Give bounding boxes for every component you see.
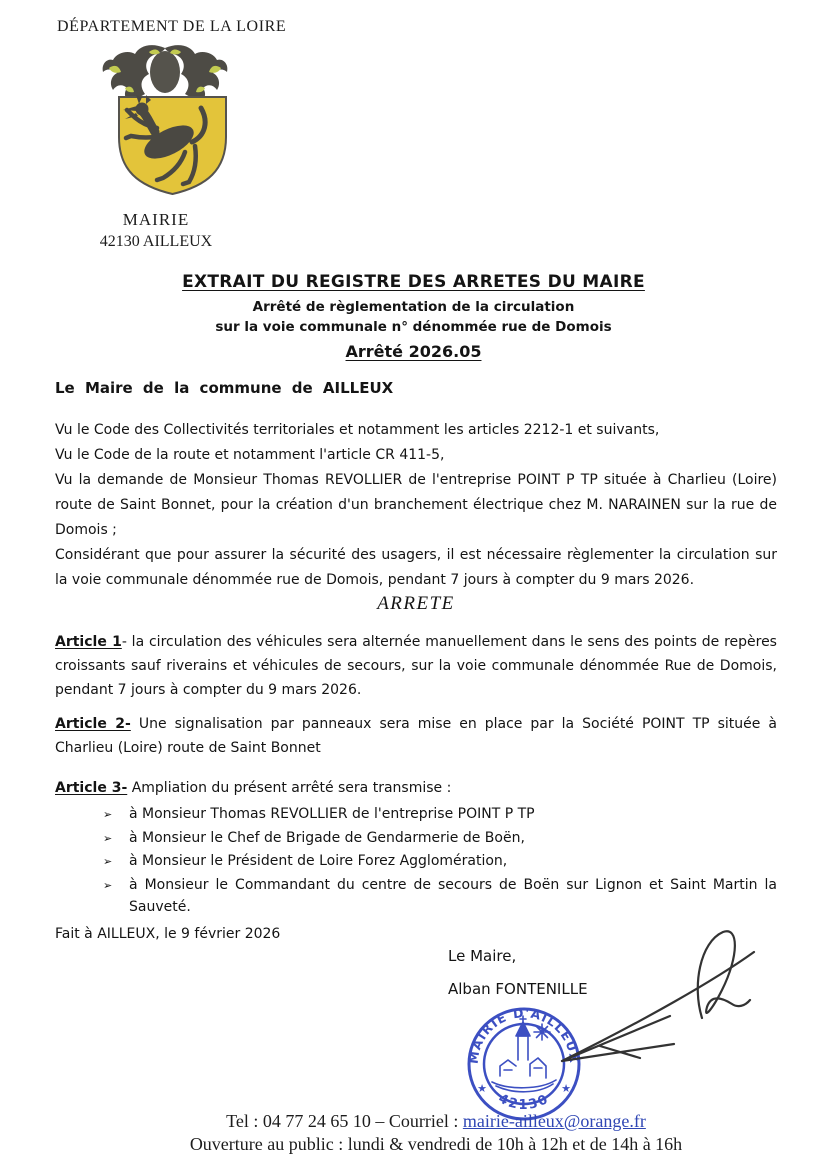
article-3-label: Article 3- [55,780,128,796]
mairie-label: MAIRIE [122,210,190,229]
list-item [103,850,777,874]
recital-1: Vu le Code des Collectivités territoriales et notamment les articles 2212-1 et suivants, [55,422,660,438]
email-link[interactable]: mairie-ailleux@orange.fr [462,1111,646,1131]
list-item [103,803,777,827]
signer-role: Le Maire, [448,947,517,965]
document-subtitle-2: sur la voie communale n° dénommée rue de Domois [215,319,612,335]
list-item [103,874,777,919]
decree-heading: ARRETE [377,593,455,614]
place-date-line: Fait à AILLEUX, le 9 février 2026 [55,926,281,942]
document-title: EXTRAIT DU REGISTRE DES ARRETES DU MAIRE [182,272,645,292]
arrow-bullet-icon: ➢ [103,878,113,892]
star-icon: ★ [561,1082,571,1095]
document-reference: Arrêté 2026.05 [345,342,482,361]
recital-2: Vu le Code de la route et notamment l'article CR 411-5, [55,447,445,463]
recipients-list [55,803,777,919]
article-3 [55,776,777,919]
department-label: DÉPARTEMENT DE LA LOIRE [57,18,287,35]
recipient-3: à Monsieur le Président de Loire Forez Agglomération, [129,853,508,869]
recipient-2: à Monsieur le Chef de Brigade de Gendarmerie de Boën, [129,829,525,846]
footer-line-1 [45,1110,827,1133]
article-2 [55,712,777,760]
footer-contact-text: Tel : 04 77 24 65 10 – Courriel : [226,1111,463,1131]
mantling-ornament [103,45,228,102]
list-item [103,827,777,851]
document-subtitle-1: Arrêté de règlementation de la circulation [252,299,575,315]
stamp-top-text: MAIRIE D'AILLEUX [465,1005,583,1065]
article-1-label: Article 1 [55,634,122,650]
arrow-bullet-icon: ➢ [103,855,113,868]
signature-scribble [540,918,775,1093]
signer-name: Alban FONTENILLE [448,980,588,998]
footer-line-2: Ouverture au public : lundi & vendredi de 10h à 12h et de 14h à 16h [189,1134,683,1154]
recital-3: Vu la demande de Monsieur Thomas REVOLLIER de l'entreprise POINT P TP située à Charlieu (Loire) route de Saint Bonnet, pour la création d'un branchement électrique chez M. NARAINEN sur la rue de Domois ; [55,472,777,538]
mairie-postcode-city: 42130 AILLEUX [99,233,213,250]
arrow-bullet-icon: ➢ [103,831,113,845]
article-1-text: - la circulation des véhicules sera alternée manuellement dans le sens des points de repères croissants sauf riverains et véhicules de secours, sur la voie communale dénommée Rue de Domois, pendant 7 jours à compter du 9 mars 2026. [55,634,777,698]
footer [0,1110,827,1156]
recipient-4: à Monsieur le Commandant du centre de secours de Boën sur Lignon et Saint Martin la Sauveté. [129,876,777,915]
arrow-bullet-icon: ➢ [103,808,113,821]
stamp-bottom-text: 42130 [495,1091,553,1113]
article-2-label: Article 2- [55,716,131,732]
recitals [55,418,777,593]
star-icon: ★ [477,1082,487,1095]
article-1 [55,630,777,702]
coat-of-arms-icon [99,42,233,202]
recipient-1: à Monsieur Thomas REVOLLIER de l'entreprise POINT P TP [129,806,535,822]
opening-line: Le Maire de la commune de AILLEUX [55,379,394,397]
recital-4: Considérant que pour assurer la sécurité des usagers, il est nécessaire règlementer la circulation sur la voie communale dénommée rue de Domois, pendant 7 jours à compter du 9 mars 2026. [55,547,777,588]
article-2-text: Une signalisation par panneaux sera mise en place par la Société POINT TP située à Charlieu (Loire) route de Saint Bonnet [55,716,777,756]
article-3-text: Ampliation du présent arrêté sera transmise : [127,780,452,796]
